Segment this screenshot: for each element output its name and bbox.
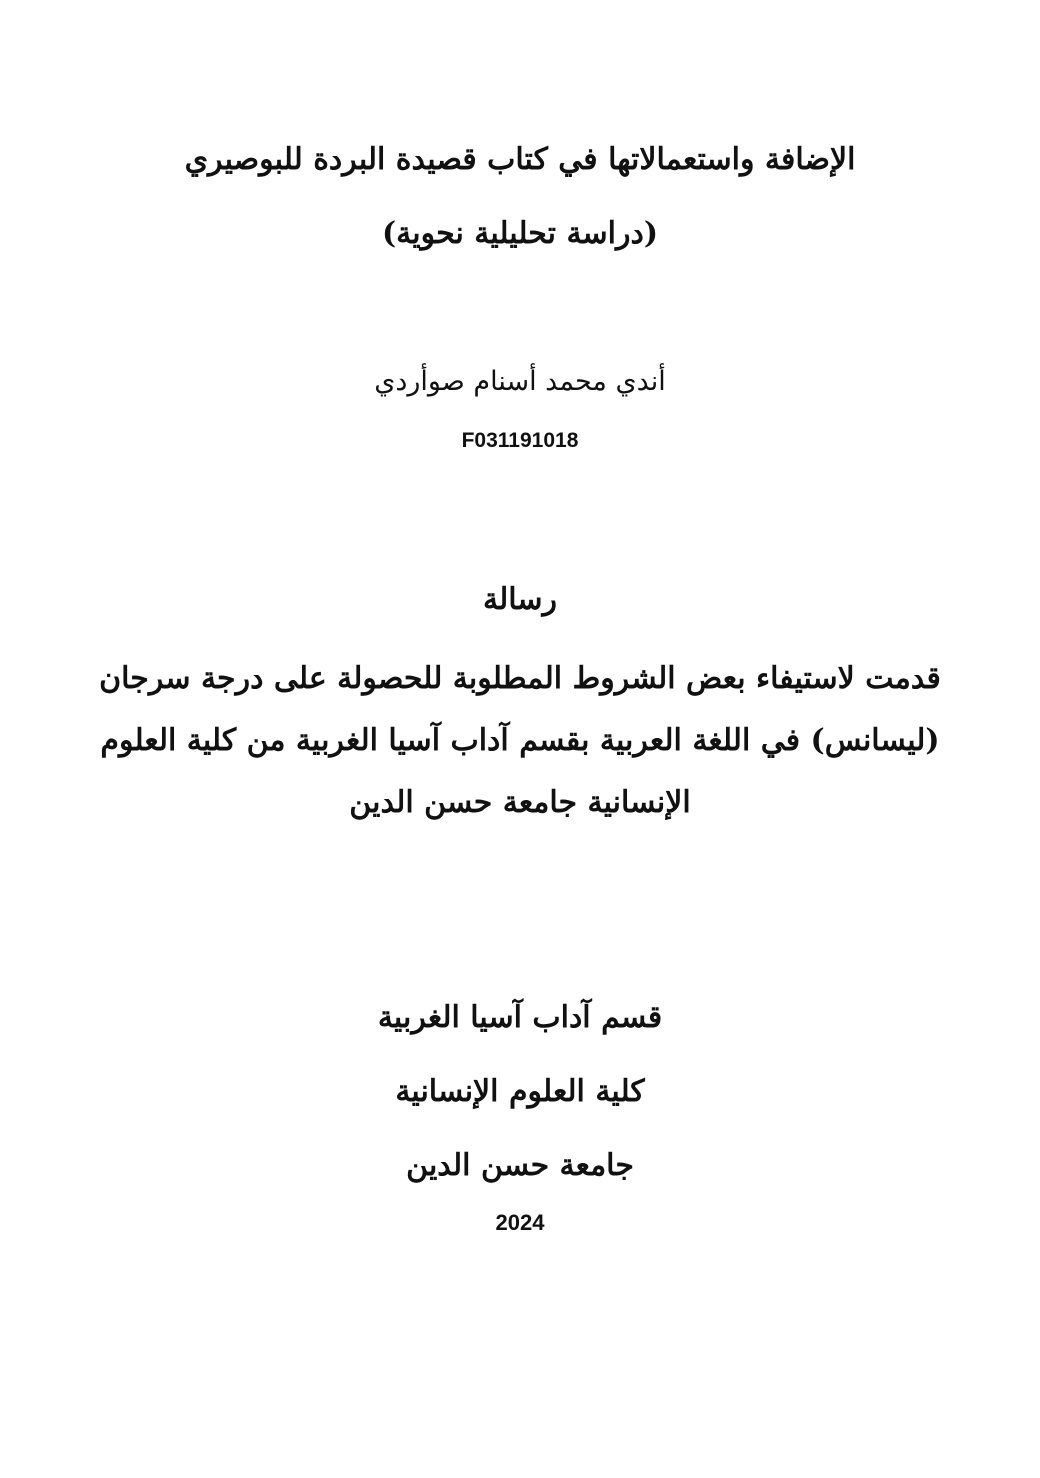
thesis-title: الإضافة واستعمالاتها في كتاب قصيدة البردة للبوصيري xyxy=(184,142,856,177)
thesis-purpose-line: قدمت لاستيفاء بعض الشروط المطلوبة للحصولة على درجة سرجان xyxy=(99,661,941,696)
thesis-subtitle: (دراسة تحليلية نحوية) xyxy=(381,216,659,251)
department-name: قسم آداب آسيا الغربية xyxy=(377,1000,663,1035)
thesis-purpose-line: (ليسانس) في اللغة العربية بقسم آداب آسيا الغربية من كلية العلوم xyxy=(100,723,940,758)
thesis-purpose-line: الإنسانية جامعة حسن الدين xyxy=(349,785,691,820)
year: 2024 xyxy=(495,1210,545,1235)
university-name: جامعة حسن الدين xyxy=(406,1148,634,1183)
faculty-name: كلية العلوم الإنسانية xyxy=(395,1074,645,1109)
thesis-purpose xyxy=(0,648,1040,834)
student-id: F031191018 xyxy=(461,429,579,452)
thesis-label: رسالة xyxy=(483,582,557,617)
author-name: أندي محمد أسنام صوأردي xyxy=(374,366,666,397)
